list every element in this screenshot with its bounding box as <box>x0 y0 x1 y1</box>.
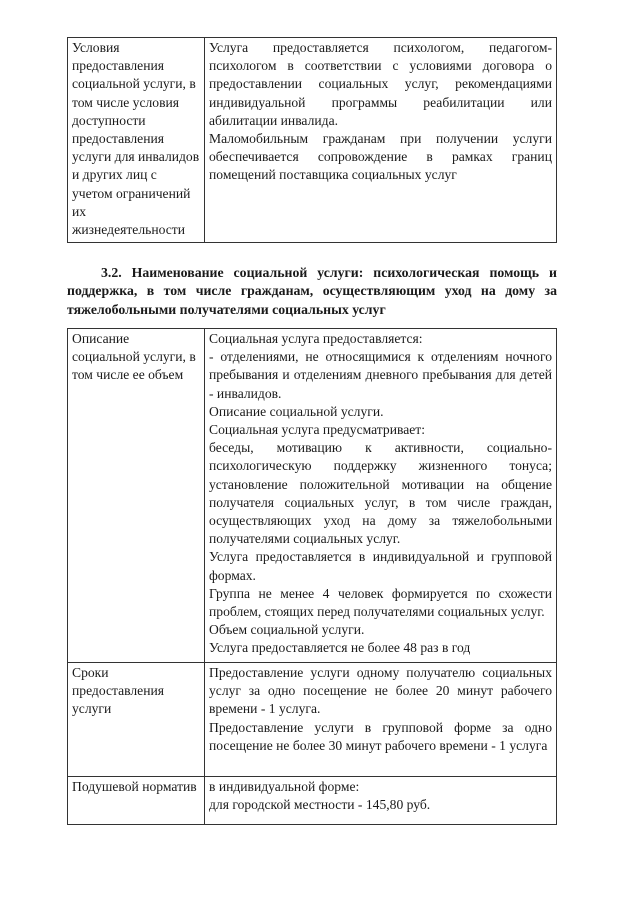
row-label-description: Описание социальной услуги, в том числе ее объем <box>68 329 205 663</box>
table-paragraph: Группа не менее 4 человек формируется по схожести проблем, стоящих перед получателями социальных услуг. <box>209 585 552 620</box>
table-paragraph: Услуга предоставляется не более 48 раз в год <box>209 640 471 656</box>
table-paragraph: Предоставление услуги одному получателю социальных услуг за одно посещение не более 20 минут рабочего времени - 1 услуга. <box>209 665 552 717</box>
row-label-per-capita-norm: Подушевой норматив <box>68 777 205 825</box>
row-label-conditions: Условия предоставления социальной услуги, в том числе условия доступности предоставления услуги для инвалидов и других лиц с учетом ограничений их жизнедеятельности <box>68 38 205 243</box>
table-row <box>68 777 557 825</box>
table-paragraph: Услуга предоставляется в индивидуальной и групповой формах. <box>209 549 552 583</box>
table-paragraph: Маломобильным гражданам при получении услуги обеспечивается сопровождение в рамках границ помещений поставщика социальных услуг <box>209 131 552 183</box>
table-paragraph: Социальная услуга предусматривает: <box>209 422 425 438</box>
conditions-table <box>67 37 557 243</box>
table-paragraph: - отделениями, не относящимися к отделениям ночного пребывания и отделениям дневного пребывания для детей - инвалидов. <box>209 349 552 401</box>
table-paragraph: Услуга предоставляется психологом, педагогом-психологом в соответствии с условиями договора о предоставлении социальных услуг, рекомендациями индивидуальной программы реабилитации или абилитации инвалида. <box>209 40 552 128</box>
table-row <box>68 38 557 243</box>
table-paragraph: Предоставление услуги в групповой форме за одно посещение не более 30 минут рабочего времени - 1 услуга <box>209 719 552 753</box>
section-heading: 3.2. Наименование социальной услуги: психологическая помощь и поддержка, в том числе гражданам, осуществляющим уход на дому за тяжелобольными получателями социальных услуг <box>67 265 557 317</box>
row-label-terms: Сроки предоставления услуги <box>68 663 205 777</box>
table-paragraph: Объем социальной услуги. <box>209 622 365 638</box>
table-row <box>68 329 557 663</box>
table-paragraph: Социальная услуга предоставляется: <box>209 331 423 346</box>
row-content-conditions <box>205 38 557 243</box>
table-paragraph: беседы, мотивацию к активности, социально-психологическую поддержку жизненного тонуса; установление положительной мотивации на общение получателя социальных услуг, в том числе граждан, осуществляющих уход на дому за тяжелобольными получателями социальных услуг. <box>209 440 552 547</box>
row-content-per-capita-norm <box>205 777 557 825</box>
row-content-description <box>205 329 557 663</box>
service-table <box>67 328 557 825</box>
table-paragraph: для городской местности - 145,80 руб. <box>209 797 431 813</box>
table-paragraph: в индивидуальной форме: <box>209 779 360 794</box>
table-paragraph: Описание социальной услуги. <box>209 403 384 419</box>
row-content-terms <box>205 663 557 777</box>
table-row <box>68 663 557 777</box>
